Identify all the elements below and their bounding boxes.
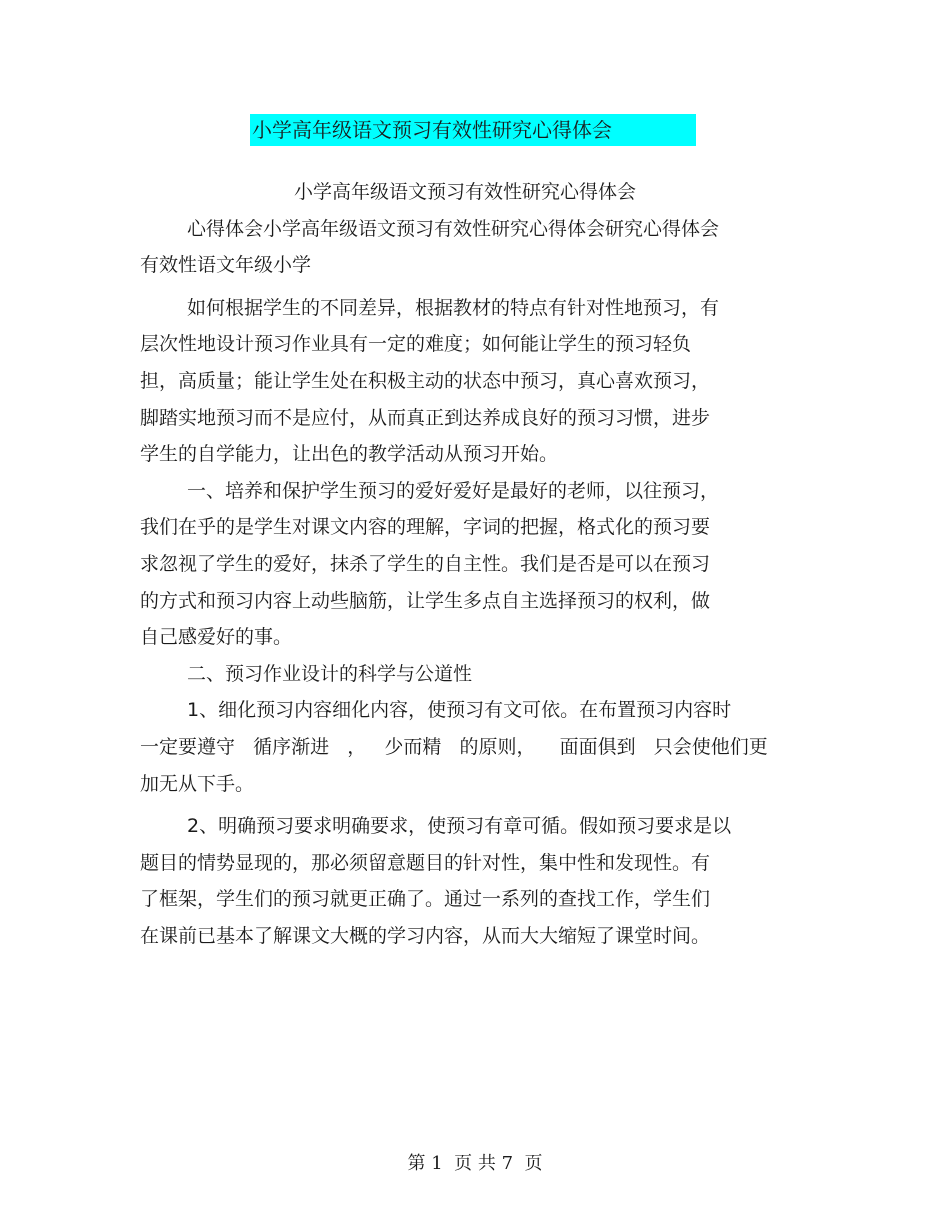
text-line: 有效性语文年级小学 <box>140 254 312 277</box>
page-number-footer: 第 1 页 共 7 页 <box>407 1153 543 1174</box>
text-line: 如何根据学生的不同差异，根据教材的特点有针对性地预习，有 <box>187 296 720 319</box>
text-line: 一、培养和保护学生预习的爱好爱好是最好的老师，以往预习， <box>187 479 720 502</box>
text-line: 求忽视了学生的爱好，抹杀了学生的自主性。我们是否是可以在预习 <box>140 552 711 575</box>
paragraph <box>140 808 790 954</box>
text-line: 心得体会小学高年级语文预习有效性研究心得体会研究心得体会 <box>187 217 720 240</box>
text-line: 2、明确预习要求明确要求，使预习有章可循。假如预习要求是以 <box>187 815 732 838</box>
text-line: 脚踏实地预习而不是应付，从而真正到达养成良好的预习习惯，进步 <box>140 406 711 429</box>
text-line: 我们在乎的是学生对课文内容的理解，字词的把握，格式化的预习要 <box>140 516 711 539</box>
document-body <box>140 174 790 954</box>
paragraph <box>140 692 790 802</box>
paragraph <box>140 211 790 284</box>
text-line: 加无从下手。 <box>140 772 255 795</box>
text-line: 题目的情势显现的，那必须留意题目的针对性，集中性和发现性。有 <box>140 851 711 874</box>
highlighted-title: 小学高年级语文预习有效性研究心得体会 <box>250 114 696 146</box>
text-line: 自己感爱好的事。 <box>140 626 293 649</box>
document-subtitle: 小学高年级语文预习有效性研究心得体会 <box>293 181 636 203</box>
text-line: 二、预习作业设计的科学与公道性 <box>187 662 473 685</box>
text-line: 担，高质量；能让学生处在积极主动的状态中预习，真心喜欢预习， <box>140 369 711 392</box>
paragraph <box>140 473 790 656</box>
paragraph <box>140 656 790 693</box>
text-line: 的方式和预习内容上动些脑筋，让学生多点自主选择预习的权利，做 <box>140 589 711 612</box>
text-line: 层次性地设计预习作业具有一定的难度；如何能让学生的预习轻负 <box>140 333 692 356</box>
paragraph <box>140 290 790 473</box>
text-line: 一定要遵守 循序渐进 ， 少而精 的原则， 面面俱到 只会使他们更 <box>140 735 768 758</box>
text-line: 1、细化预习内容细化内容，使预习有文可依。在布置预习内容时 <box>187 699 732 722</box>
text-line: 学生的自学能力，让出色的教学活动从预习开始。 <box>140 443 559 466</box>
text-line: 了框架，学生们的预习就更正确了。通过一系列的查找工作，学生们 <box>140 888 711 911</box>
text-line: 在课前已基本了解课文大概的学习内容，从而大大缩短了课堂时间。 <box>140 924 711 947</box>
